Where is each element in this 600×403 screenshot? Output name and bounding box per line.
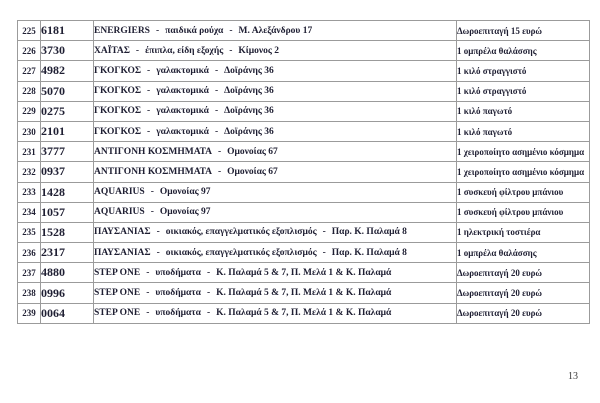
prize-cell: Δωροεπιταγή 20 ευρώ bbox=[457, 283, 590, 303]
business-address: Δοϊράνης 36 bbox=[224, 126, 274, 137]
ticket-code-cell: 4880 bbox=[41, 263, 94, 283]
row-number-cell: 233 bbox=[18, 182, 41, 202]
business-category: παιδικά ρούχα bbox=[165, 25, 224, 36]
business-name: ΓΚΟΓΚΟΣ bbox=[94, 65, 142, 76]
separator-dash: - bbox=[147, 106, 151, 117]
business-address: Ομονοίας 67 bbox=[227, 166, 278, 177]
business-address: Παρ. Κ. Παλαμά 8 bbox=[331, 247, 407, 258]
separator-dash: - bbox=[214, 65, 219, 76]
prize-cell: Δωροεπιταγή 20 ευρώ bbox=[457, 303, 590, 323]
separator-dash: - bbox=[214, 126, 219, 137]
separator-dash: - bbox=[156, 247, 160, 258]
table-row bbox=[18, 222, 590, 242]
table-row bbox=[18, 142, 590, 162]
table-row bbox=[18, 243, 590, 263]
ticket-code-cell: 3777 bbox=[41, 142, 94, 162]
table-row bbox=[18, 81, 590, 101]
table-row bbox=[18, 283, 590, 303]
table-row bbox=[18, 303, 590, 323]
business-info-cell bbox=[94, 303, 457, 323]
ticket-code-cell: 2317 bbox=[41, 243, 94, 263]
row-number-cell: 236 bbox=[18, 243, 41, 263]
business-address: Κ. Παλαμά 5 & 7, Π. Μελά 1 & Κ. Παλαμά bbox=[216, 308, 392, 319]
prize-cell: 1 συσκευή φίλτρου μπάνιου bbox=[457, 182, 590, 202]
business-name: ΧΑΪΤΑΣ bbox=[94, 45, 130, 56]
business-address: Δοϊράνης 36 bbox=[224, 86, 274, 97]
separator-dash: - bbox=[150, 187, 154, 198]
table-row bbox=[18, 263, 590, 283]
business-info-cell bbox=[94, 142, 457, 162]
business-info-cell bbox=[94, 182, 457, 202]
business-category: οικιακός, επαγγελματικός εξοπλισμός bbox=[165, 247, 317, 258]
business-name: AQUARIUS bbox=[94, 207, 145, 218]
separator-dash: - bbox=[322, 227, 326, 238]
separator-dash: - bbox=[322, 247, 326, 258]
business-category: οικιακός, επαγγελματικός εξοπλισμός bbox=[165, 227, 317, 238]
prize-cell: 1 κιλό στραγγιστό bbox=[457, 61, 590, 81]
business-name: STEP ONE bbox=[94, 288, 141, 299]
business-info-cell bbox=[94, 61, 457, 81]
business-name: ΓΚΟΓΚΟΣ bbox=[94, 126, 142, 137]
table-row bbox=[18, 61, 590, 81]
business-name: ΠΑΥΣΑΝΙΑΣ bbox=[94, 227, 151, 238]
business-name: AQUARIUS bbox=[94, 187, 145, 198]
business-name: ΠΑΥΣΑΝΙΑΣ bbox=[94, 247, 151, 258]
separator-dash: - bbox=[229, 45, 233, 56]
business-name: ΑΝΤΙΓΟΝΗ ΚΟΣΜΗΜΑΤΑ bbox=[94, 166, 212, 177]
row-number-cell: 231 bbox=[18, 142, 41, 162]
ticket-code-cell: 0064 bbox=[41, 303, 94, 323]
row-number-cell: 225 bbox=[18, 21, 41, 41]
row-number-cell: 232 bbox=[18, 162, 41, 182]
separator-dash: - bbox=[214, 106, 219, 117]
business-category: γαλακτομικά bbox=[156, 65, 209, 76]
prize-cell: 1 συσκευή φίλτρου μπάνιου bbox=[457, 202, 590, 222]
table-row bbox=[18, 162, 590, 182]
business-info-cell bbox=[94, 101, 457, 121]
ticket-code-cell: 5070 bbox=[41, 81, 94, 101]
prize-cell: 1 ομπρέλα θαλάσσης bbox=[457, 41, 590, 61]
separator-dash: - bbox=[214, 86, 219, 97]
ticket-code-cell: 1428 bbox=[41, 182, 94, 202]
separator-dash: - bbox=[217, 146, 222, 157]
prize-table bbox=[17, 20, 590, 324]
prize-cell: 1 ηλεκτρική τοστιέρα bbox=[457, 222, 590, 242]
row-number-cell: 235 bbox=[18, 222, 41, 242]
table-row bbox=[18, 121, 590, 141]
row-number-cell: 226 bbox=[18, 41, 41, 61]
ticket-code-cell: 0275 bbox=[41, 101, 94, 121]
row-number-cell: 239 bbox=[18, 303, 41, 323]
prize-cell: Δωροεπιταγή 20 ευρώ bbox=[457, 263, 590, 283]
ticket-code-cell: 3730 bbox=[41, 41, 94, 61]
separator-dash: - bbox=[229, 25, 233, 36]
business-name: ΓΚΟΓΚΟΣ bbox=[94, 106, 142, 117]
business-address: Ομονοίας 67 bbox=[227, 146, 278, 157]
business-name: ENERGIERS bbox=[94, 25, 150, 36]
table-row bbox=[18, 101, 590, 121]
table-row bbox=[18, 41, 590, 61]
business-info-cell bbox=[94, 283, 457, 303]
business-info-cell bbox=[94, 263, 457, 283]
business-info-cell bbox=[94, 41, 457, 61]
separator-dash: - bbox=[217, 166, 222, 177]
table-row bbox=[18, 182, 590, 202]
ticket-code-cell: 2101 bbox=[41, 121, 94, 141]
business-category: γαλακτομικά bbox=[156, 126, 209, 137]
business-address: Κίμονος 2 bbox=[238, 45, 280, 56]
prize-cell: 1 ομπρέλα θαλάσσης bbox=[457, 243, 590, 263]
business-address: Μ. Αλεξάνδρου 17 bbox=[238, 25, 313, 36]
prize-cell: 1 χειροποίητο ασημένιο κόσμημα bbox=[457, 142, 590, 162]
separator-dash: - bbox=[135, 45, 140, 56]
prize-table-body bbox=[18, 21, 590, 324]
row-number-cell: 238 bbox=[18, 283, 41, 303]
separator-dash: - bbox=[146, 288, 150, 299]
row-number-cell: 237 bbox=[18, 263, 41, 283]
separator-dash: - bbox=[155, 25, 160, 36]
business-address: Δοϊράνης 36 bbox=[224, 106, 274, 117]
business-address: Κ. Παλαμά 5 & 7, Π. Μελά 1 & Κ. Παλαμά bbox=[216, 267, 392, 278]
business-address: Κ. Παλαμά 5 & 7, Π. Μελά 1 & Κ. Παλαμά bbox=[216, 288, 392, 299]
business-info-cell bbox=[94, 21, 457, 41]
row-number-cell: 227 bbox=[18, 61, 41, 81]
page-number: 13 bbox=[568, 371, 578, 382]
business-address: Ομονοίας 97 bbox=[159, 187, 211, 198]
prize-cell: 1 χειροποίητο ασημένιο κόσμημα bbox=[457, 162, 590, 182]
prize-cell: 1 κιλό παγωτό bbox=[457, 101, 590, 121]
ticket-code-cell: 6181 bbox=[41, 21, 94, 41]
separator-dash: - bbox=[147, 65, 151, 76]
separator-dash: - bbox=[206, 308, 211, 319]
separator-dash: - bbox=[147, 86, 151, 97]
business-category: υποδήματα bbox=[155, 267, 201, 278]
business-info-cell bbox=[94, 162, 457, 182]
prize-cell: 1 κιλό στραγγιστό bbox=[457, 81, 590, 101]
prize-cell: 1 κιλό παγωτό bbox=[457, 121, 590, 141]
row-number-cell: 234 bbox=[18, 202, 41, 222]
separator-dash: - bbox=[206, 288, 211, 299]
ticket-code-cell: 1057 bbox=[41, 202, 94, 222]
business-info-cell bbox=[94, 121, 457, 141]
separator-dash: - bbox=[150, 207, 154, 218]
business-address: Παρ. Κ. Παλαμά 8 bbox=[331, 227, 407, 238]
business-category: υποδήματα bbox=[155, 308, 201, 319]
table-row bbox=[18, 21, 590, 41]
ticket-code-cell: 1528 bbox=[41, 222, 94, 242]
prize-cell: Δωροεπιταγή 15 ευρώ bbox=[457, 21, 590, 41]
business-category: γαλακτομικά bbox=[156, 86, 209, 97]
business-category: υποδήματα bbox=[155, 288, 201, 299]
business-address: Δοϊράνης 36 bbox=[224, 65, 274, 76]
business-name: STEP ONE bbox=[94, 267, 141, 278]
separator-dash: - bbox=[206, 267, 211, 278]
ticket-code-cell: 0937 bbox=[41, 162, 94, 182]
business-address: Ομονοίας 97 bbox=[159, 207, 211, 218]
business-info-cell bbox=[94, 222, 457, 242]
separator-dash: - bbox=[146, 308, 150, 319]
business-category: έπιπλα, είδη εξοχής bbox=[145, 45, 224, 56]
separator-dash: - bbox=[156, 227, 160, 238]
separator-dash: - bbox=[147, 126, 151, 137]
business-category: γαλακτομικά bbox=[156, 106, 209, 117]
business-info-cell bbox=[94, 243, 457, 263]
business-name: ΑΝΤΙΓΟΝΗ ΚΟΣΜΗΜΑΤΑ bbox=[94, 146, 212, 157]
business-name: STEP ONE bbox=[94, 308, 141, 319]
row-number-cell: 230 bbox=[18, 121, 41, 141]
table-row bbox=[18, 202, 590, 222]
separator-dash: - bbox=[146, 267, 150, 278]
ticket-code-cell: 0996 bbox=[41, 283, 94, 303]
business-info-cell bbox=[94, 81, 457, 101]
row-number-cell: 229 bbox=[18, 101, 41, 121]
business-name: ΓΚΟΓΚΟΣ bbox=[94, 86, 142, 97]
row-number-cell: 228 bbox=[18, 81, 41, 101]
ticket-code-cell: 4982 bbox=[41, 61, 94, 81]
business-info-cell bbox=[94, 202, 457, 222]
